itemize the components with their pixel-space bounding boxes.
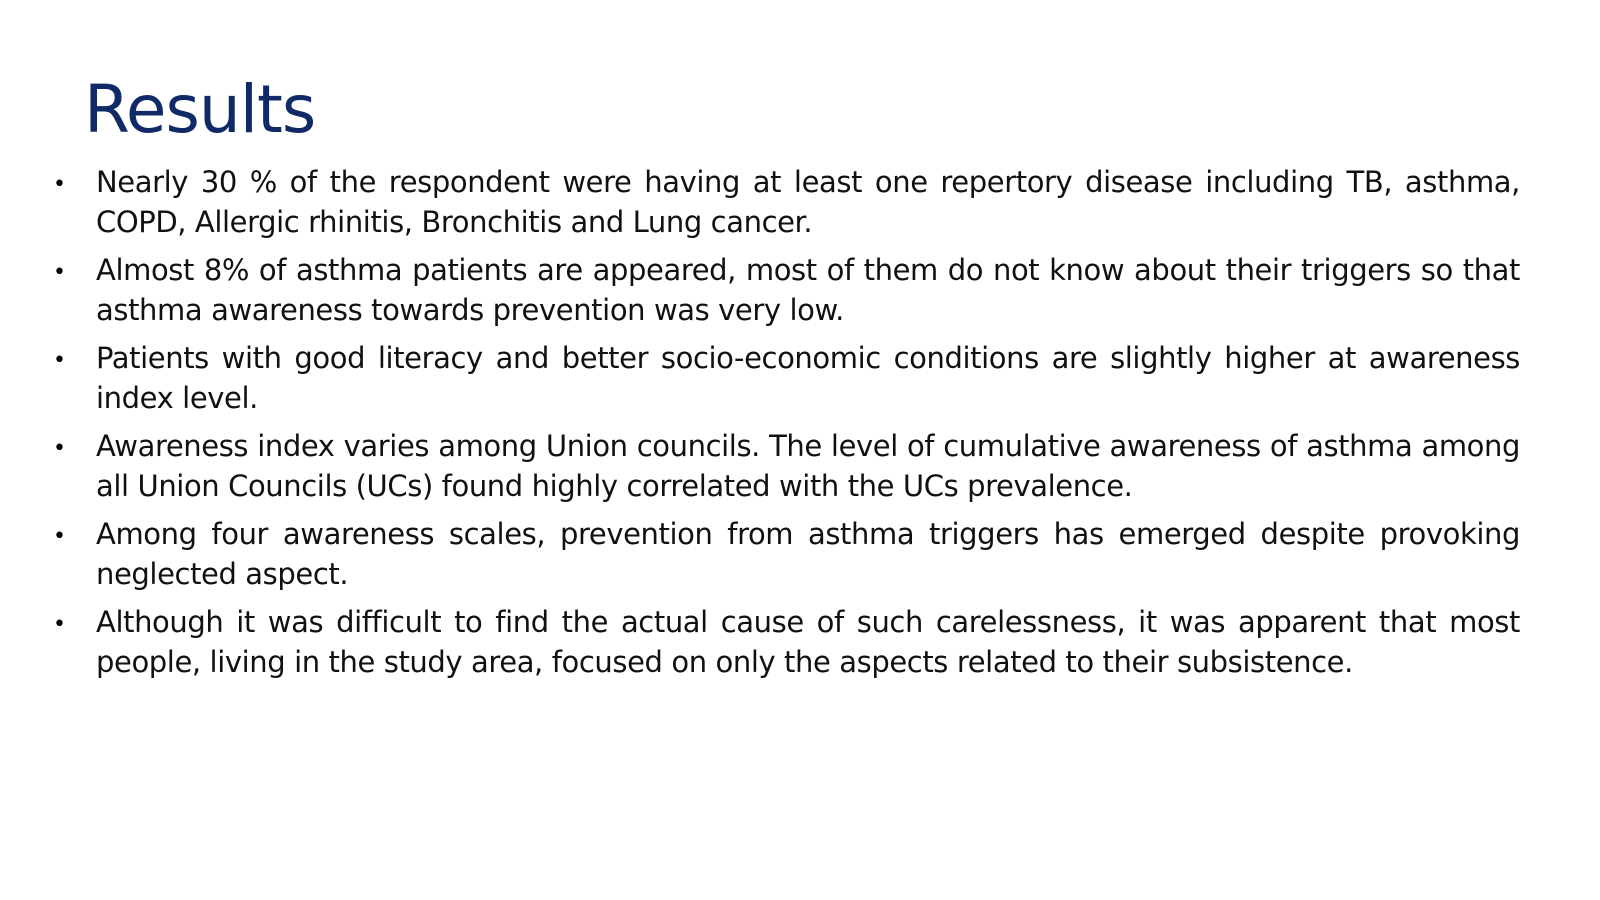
results-bullet-list <box>0 162 1600 690</box>
bullet-text: Nearly 30 % of the respondent were having at least one repertory disease including TB, asthma, COPD, Allergic rhinitis, Bronchitis and Lung cancer. <box>96 165 1520 239</box>
bullet-icon: • <box>53 172 66 197</box>
bullet-text: Almost 8% of asthma patients are appeared, most of them do not know about their triggers so that asthma awareness towards prevention was very low. <box>96 253 1520 327</box>
bullet-item-1 <box>0 162 1600 250</box>
bullet-item-2 <box>0 250 1600 338</box>
bullet-text: Although it was difficult to find the actual cause of such carelessness, it was apparent that most people, living in the study area, focused on only the aspects related to their subsistence. <box>96 605 1520 679</box>
bullet-item-4 <box>0 426 1600 514</box>
bullet-icon: • <box>53 524 66 549</box>
bullet-text: Awareness index varies among Union councils. The level of cumulative awareness of asthma among all Union Councils (UCs) found highly correlated with the UCs prevalence. <box>96 429 1520 503</box>
bullet-icon: • <box>53 612 66 637</box>
bullet-item-3 <box>0 338 1600 426</box>
bullet-item-6 <box>0 602 1600 690</box>
slide-title: Results <box>84 71 316 148</box>
bullet-icon: • <box>53 260 66 285</box>
bullet-icon: • <box>53 348 66 373</box>
bullet-item-5 <box>0 514 1600 602</box>
bullet-text: Among four awareness scales, prevention from asthma triggers has emerged despite provoking neglected aspect. <box>96 517 1520 591</box>
bullet-icon: • <box>53 436 66 461</box>
bullet-text: Patients with good literacy and better socio-economic conditions are slightly higher at awareness index level. <box>96 341 1520 415</box>
